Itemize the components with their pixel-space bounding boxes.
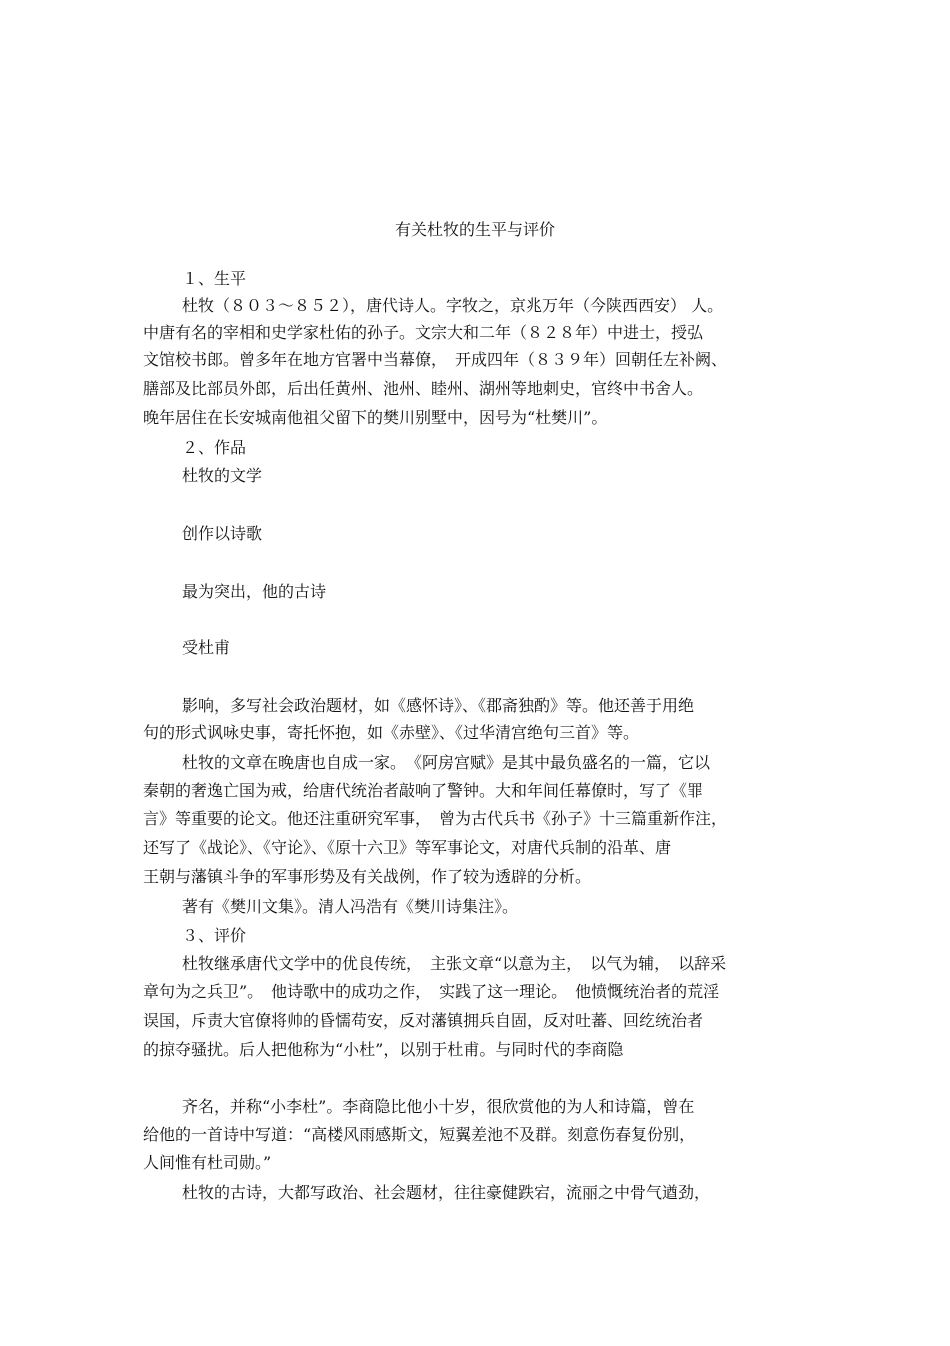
text-line: 杜牧（８０３～８５２），唐代诗人。字牧之，京兆万年（今陕西西安） 人。	[182, 296, 724, 315]
text-line: 中唐有名的宰相和史学家杜佑的孙子。文宗大和二年（８２８年）中进士，授弘	[143, 323, 704, 342]
text-line: 创作以诗歌	[182, 524, 263, 543]
text-line: 王朝与藩镇斗争的军事形势及有关战例，作了较为透辟的分析。	[143, 867, 592, 886]
section-heading-evaluation: ３、评价	[182, 926, 247, 945]
text-line: 人间惟有杜司勋。”	[143, 1153, 272, 1172]
text-line: 杜牧的文学	[182, 466, 263, 485]
document-title: 有关杜牧的生平与评价	[394, 220, 555, 239]
text-line: 影响，多写社会政治题材，如《感怀诗》、《郡斋独酌》等。他还善于用绝	[182, 696, 695, 715]
text-line: 晚年居住在长安城南他祖父留下的樊川别墅中，因号为“杜樊川”。	[143, 408, 608, 427]
text-line: 还写了《战论》、《守论》、《原十六卫》等军事论文，对唐代兵制的沿革、唐	[143, 838, 672, 857]
text-line: 杜牧的文章在晚唐也自成一家。 《阿房宫赋》是其中最负盛名的一篇，它以	[182, 753, 711, 772]
text-line: 杜牧的古诗，大都写政治、社会题材，往往豪健跌宕，流丽之中骨气遒劲，	[182, 1183, 711, 1202]
text-line: 文馆校书郎。曾多年在地方官署中当幕僚， 开成四年（８３９年）回朝任左补阙、	[143, 350, 728, 369]
text-line: 给他的一首诗中写道：“高楼风雨感斯文，短翼差池不及群。刻意伤春复份别，	[143, 1125, 696, 1144]
text-line: 句的形式讽咏史事，寄托怀抱，如《赤壁》、《过华清宫绝句三首》等。	[143, 723, 640, 742]
text-line: 章句为之兵卫”。 他诗歌中的成功之作， 实践了这一理论。 他愤慨统治者的荒淫	[143, 982, 720, 1001]
section-heading-biography: １、生平	[182, 269, 247, 288]
text-line: 的掠夺骚扰。后人把他称为“小杜”，以别于杜甫。与同时代的李商隐	[143, 1040, 624, 1059]
text-line: 膳部及比部员外郎，后出任黄州、池州、睦州、湖州等地刺史，官终中书舍人。	[143, 379, 704, 398]
text-line: 秦朝的奢逸亡国为戒，给唐代统治者敲响了警钟。大和年间任幕僚时，写了《罪	[143, 781, 704, 800]
text-line: 杜牧继承唐代文学中的优良传统， 主张文章“以意为主， 以气为辅， 以辞采	[182, 954, 727, 973]
text-line: 言》等重要的论文。他还注重研究军事， 曾为古代兵书《孙子》十三篇重新作注，	[143, 809, 728, 828]
text-line: 受杜甫	[182, 638, 231, 657]
text-line: 最为突出，他的古诗	[182, 582, 327, 601]
text-line: 齐名，并称“小李杜”。李商隐比他小十岁，很欣赏他的为人和诗篇，曾在	[182, 1097, 695, 1116]
text-line: 著有《樊川文集》。清人冯浩有《樊川诗集注》。	[182, 897, 519, 916]
text-line: 误国，斥责大官僚将帅的昏懦苟安，反对藩镇拥兵自固，反对吐蕃、回纥统治者	[143, 1011, 704, 1030]
section-heading-works: ２、作品	[182, 438, 247, 457]
